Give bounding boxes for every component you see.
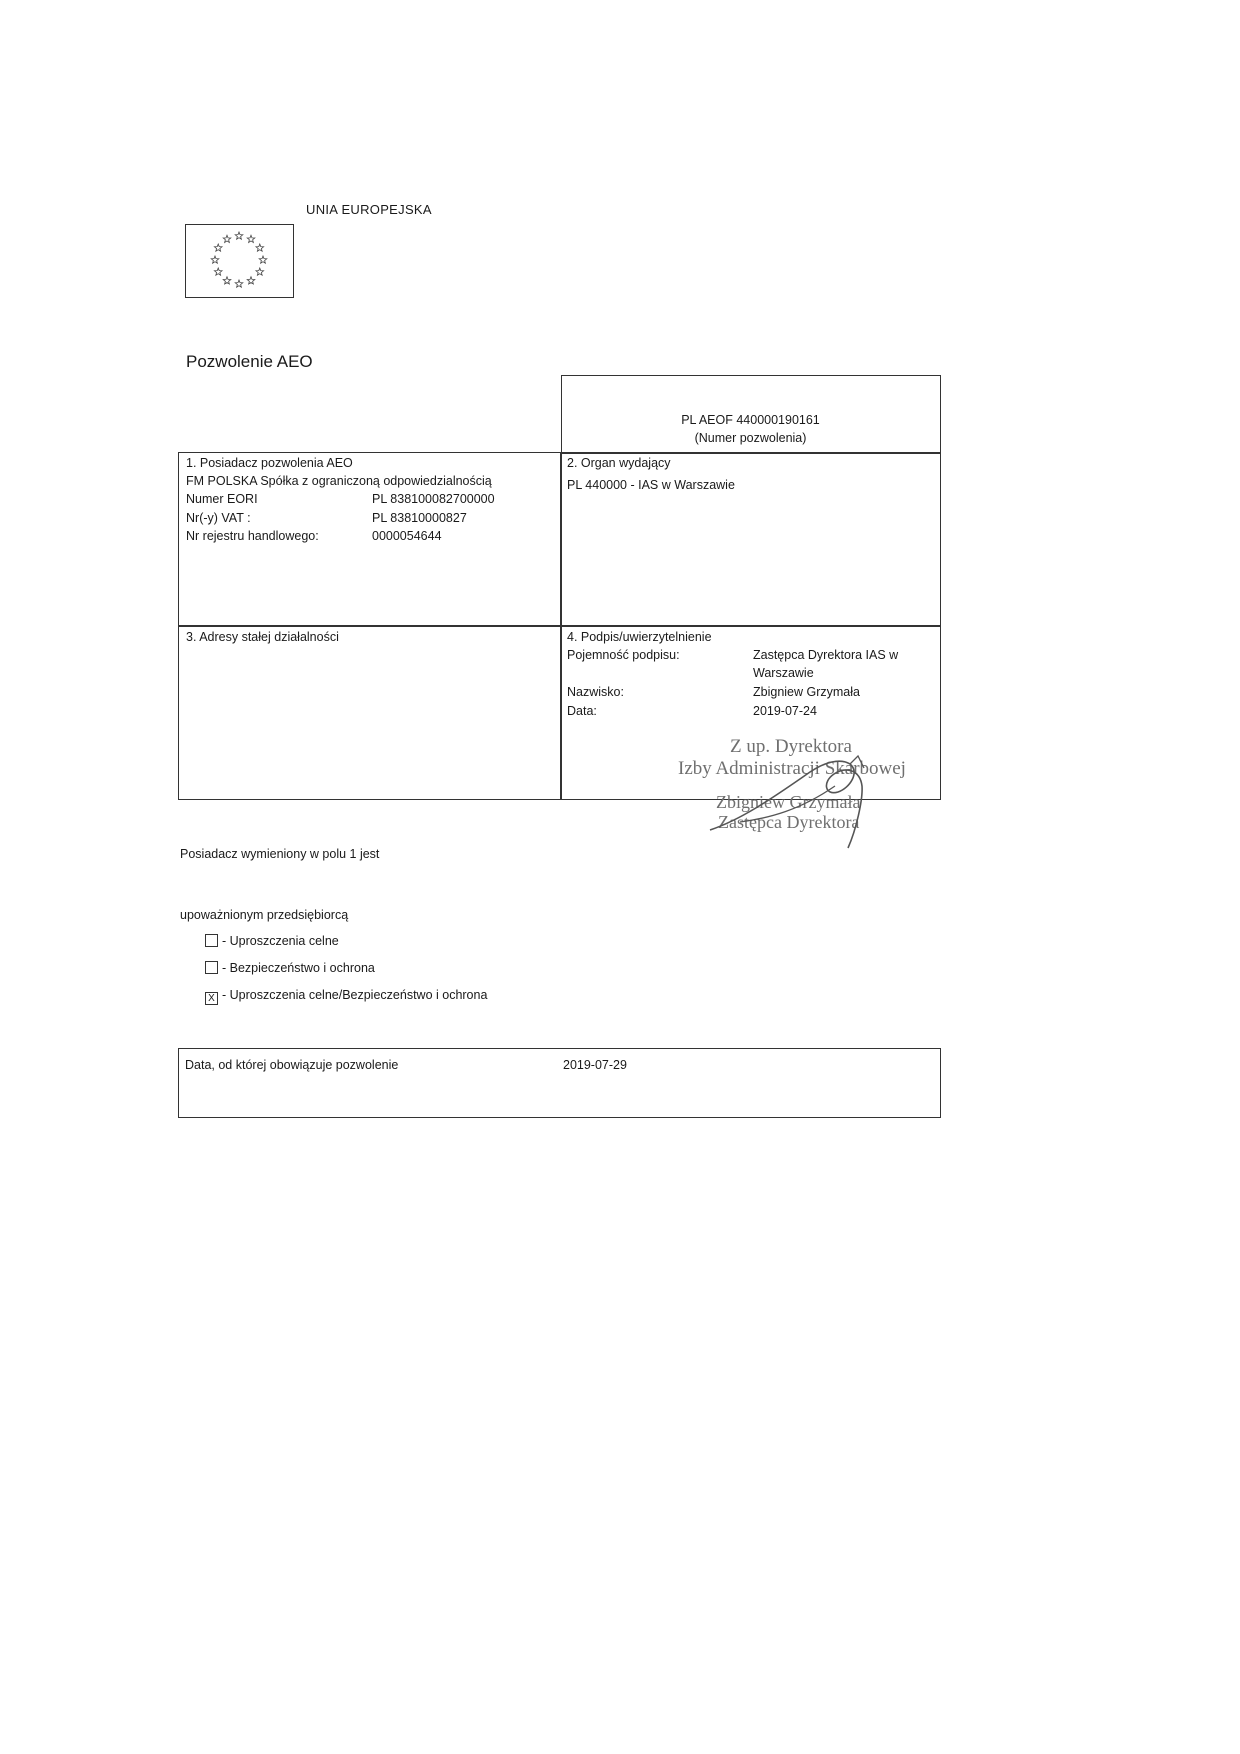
option-combined — [205, 987, 487, 1005]
holder-company: FM POLSKA Spółka z ograniczoną odpowiedzialnością — [186, 474, 492, 488]
star-icon — [256, 268, 264, 275]
stamp-line-4: Zastępca Dyrektora — [718, 812, 860, 832]
star-icon — [256, 244, 264, 251]
checkbox-checked[interactable]: X — [205, 992, 218, 1005]
box-1-heading: 1. Posiadacz pozwolenia AEO — [186, 456, 353, 470]
stamp-line-2: Izby Administracji Skarbowej — [678, 758, 906, 779]
document-title: Pozwolenie AEO — [186, 352, 313, 371]
effective-date-box — [178, 1048, 941, 1118]
star-icon — [247, 235, 255, 242]
name-label: Nazwisko: — [567, 685, 624, 699]
issuing-authority: PL 440000 - IAS w Warszawie — [567, 478, 735, 492]
star-icon — [247, 277, 255, 284]
star-icon — [211, 256, 219, 263]
signature-scribble — [700, 730, 900, 860]
permit-number-caption: (Numer pozwolenia) — [694, 431, 807, 445]
register-label: Nr rejestru handlowego: — [186, 529, 319, 543]
star-icon — [214, 268, 222, 275]
stamp-line-3: Zbigniew Grzymała — [716, 792, 861, 812]
capacity-value-line1: Zastępca Dyrektora IAS w — [753, 648, 899, 662]
eu-flag-stars — [186, 225, 292, 296]
vat-value: PL 83810000827 — [372, 511, 467, 525]
capacity-value-line2: Warszawie — [753, 666, 814, 680]
star-icon — [214, 244, 222, 251]
effective-date-value: 2019-07-29 — [563, 1058, 627, 1072]
option-label: - Uproszczenia celne — [222, 934, 339, 948]
vat-label: Nr(-y) VAT : — [186, 511, 251, 525]
checkbox-unchecked[interactable] — [205, 961, 218, 974]
star-icon — [259, 256, 267, 263]
effective-date-label: Data, od której obowiązuje pozwolenie — [185, 1058, 399, 1072]
capacity-label: Pojemność podpisu: — [567, 648, 680, 662]
eori-label: Numer EORI — [186, 492, 258, 506]
star-icon — [223, 277, 231, 284]
star-icon — [223, 235, 231, 242]
permit-number: PL AEOF 440000190161 — [681, 413, 820, 427]
eori-value: PL 838100082700000 — [372, 492, 495, 506]
option-security-safety — [205, 960, 375, 977]
box-2-heading: 2. Organ wydający — [567, 456, 671, 470]
permit-number-box — [561, 375, 941, 454]
checkbox-unchecked[interactable] — [205, 934, 218, 947]
date-value: 2019-07-24 — [753, 704, 817, 718]
box-3-heading: 3. Adresy stałej działalności — [186, 630, 339, 644]
stamp-line-1: Z up. Dyrektora — [730, 736, 852, 757]
name-value: Zbigniew Grzymała — [753, 685, 860, 699]
star-icon — [235, 280, 243, 287]
grid-horizontal-divider — [178, 625, 941, 627]
option-customs-simplifications — [205, 933, 339, 950]
box-4-heading: 4. Podpis/uwierzytelnienie — [567, 630, 712, 644]
authorized-label: upoważnionym przedsiębiorcą — [180, 908, 349, 922]
union-title: UNIA EUROPEJSKA — [306, 202, 432, 217]
eu-flag-icon — [185, 224, 294, 298]
register-value: 0000054644 — [372, 529, 442, 543]
option-label: - Bezpieczeństwo i ochrona — [222, 961, 375, 975]
holder-statement: Posiadacz wymieniony w polu 1 jest — [180, 847, 380, 861]
star-icon — [235, 232, 243, 239]
date-label: Data: — [567, 704, 597, 718]
option-label: - Uproszczenia celne/Bezpieczeństwo i ochrona — [222, 988, 488, 1002]
